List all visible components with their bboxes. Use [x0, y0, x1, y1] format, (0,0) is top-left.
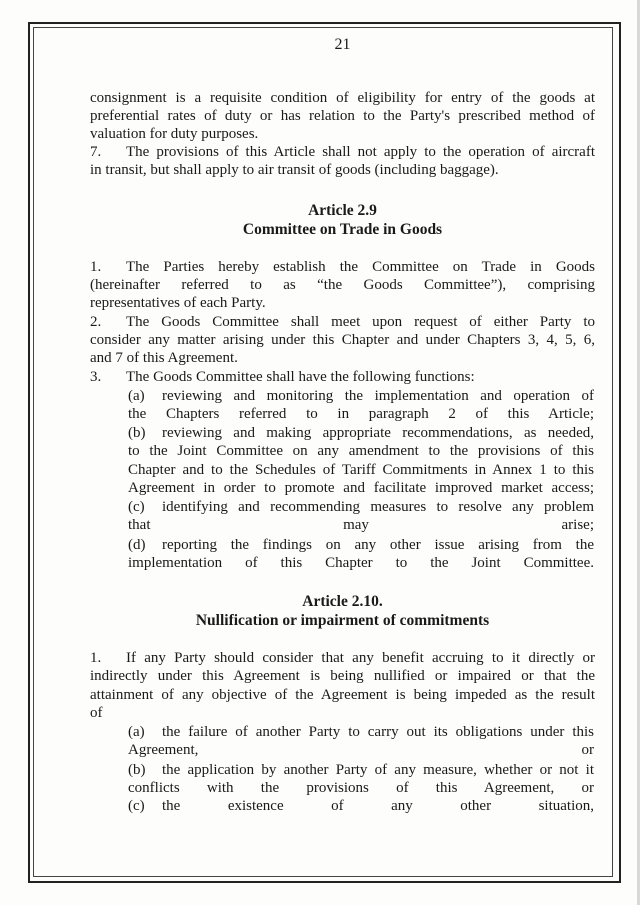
text-line: the Chapters referred to in paragraph 2 of this Article; — [128, 406, 594, 422]
text-line: that may arise; — [128, 517, 594, 533]
item-label: (d) — [128, 537, 146, 553]
item-label: (c) — [128, 798, 145, 814]
text-line: identifying and recommending measures to resolve any problem — [162, 499, 594, 515]
text-line: preferential rates of duty or has relation to the Party's prescribed method of — [90, 108, 595, 124]
text-line: the existence of any other situation, — [162, 798, 594, 814]
paragraph-number: 1. — [90, 259, 102, 275]
paragraph-number: 1. — [90, 650, 102, 666]
text-line: Agreement in order to promote and facilitate improved market access; — [128, 480, 594, 496]
paragraph-number: 2. — [90, 314, 102, 330]
item-label: (c) — [128, 499, 145, 515]
text-line: attainment of any objective of the Agreement is being impeded as the result — [90, 687, 595, 703]
text-line: The Parties hereby establish the Committee on Trade in Goods — [126, 259, 595, 275]
text-line: the application by another Party of any measure, whether or not it — [162, 762, 594, 778]
item-label: (b) — [128, 425, 146, 441]
text-line: The Goods Committee shall meet upon request of either Party to — [126, 314, 595, 330]
text-line: indirectly under this Agreement is being nullified or impaired or that the — [90, 668, 595, 684]
text-line: implementation of this Chapter to the Joint Committee. — [128, 555, 594, 571]
text-line: If any Party should consider that any benefit accruing to it directly or — [126, 650, 595, 666]
text-line: and 7 of this Agreement. — [90, 350, 238, 366]
article-number: Article 2.10. — [302, 593, 383, 610]
article-number: Article 2.9 — [308, 202, 377, 219]
item-c-line — [128, 798, 594, 833]
page-number: 21 — [334, 36, 351, 53]
item-label: (b) — [128, 762, 146, 778]
text-line: consider any matter arising under this Chapter and under Chapters 3, 4, 5, 6, — [90, 332, 595, 348]
paragraph-number: 3. — [90, 369, 102, 385]
text-line: valuation for duty purposes. — [90, 126, 259, 142]
text-line: Chapter and to the Schedules of Tariff Commitments in Annex 1 to this — [128, 462, 594, 478]
text-line: representatives of each Party. — [90, 295, 266, 311]
article-title: Committee on Trade in Goods — [242, 221, 443, 238]
text-line: the failure of another Party to carry out its obligations under this — [162, 724, 594, 740]
text-line: reporting the findings on any other issue arising from the — [162, 537, 594, 553]
text-line: of — [90, 705, 103, 721]
text-line: Agreement, or — [128, 742, 594, 758]
item-label: (a) — [128, 724, 145, 740]
text-line: The provisions of this Article shall not apply to the operation of aircraft — [126, 144, 595, 160]
paragraph-number: 7. — [90, 144, 102, 160]
text-line: consignment is a requisite condition of eligibility for entry of the goods at — [90, 90, 595, 106]
paragraph-3-line — [90, 369, 595, 387]
item-label: (a) — [128, 388, 145, 404]
text-line: reviewing and making appropriate recommendations, as needed, — [162, 425, 594, 441]
text-line: in transit, but shall apply to air transit of goods (including baggage). — [90, 162, 499, 178]
text-line: The Goods Committee shall have the following functions: — [126, 369, 475, 385]
text-line: to the Joint Committee on any amendment to the provisions of this — [128, 443, 594, 459]
text-line: conflicts with the provisions of this Agreement, or — [128, 780, 594, 796]
text-line: (hereinafter referred to as “the Goods Committee”), comprising — [90, 277, 595, 293]
article-title: Nullification or impairment of commitments — [195, 612, 490, 629]
text-line: reviewing and monitoring the implementation and operation of — [162, 388, 594, 404]
